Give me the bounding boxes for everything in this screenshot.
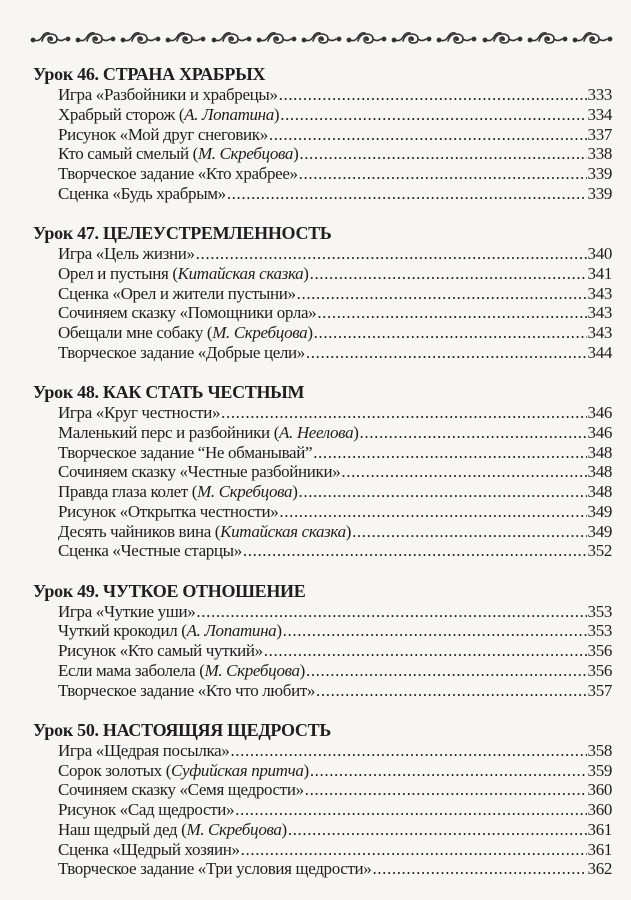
page-number: 338: [587, 144, 612, 164]
entry-text: Чуткий крокодил: [58, 621, 178, 641]
page-number: 353: [587, 601, 612, 621]
entry-title: Наш щедрый дед (М. Скребцова): [58, 819, 287, 839]
page-number: 339: [587, 183, 612, 203]
toc-entry: [58, 681, 612, 701]
page-number: 340: [587, 244, 612, 263]
toc-entry: [58, 462, 612, 482]
dot-leader: [235, 800, 586, 820]
entry-text: Рисунок «Мой друг снеговик»: [58, 124, 268, 144]
entry-author: М. Скребцова: [204, 660, 300, 680]
entry-title: [58, 780, 304, 800]
entry-text: Игра «Цель жизни»: [58, 244, 195, 263]
entry-text: Рисунок «Сад щедрости»: [58, 800, 235, 819]
entry-title: Кто самый смелый (М. Скребцова): [58, 144, 299, 164]
dot-leader: [279, 85, 587, 105]
page-number: 343: [587, 323, 612, 342]
entry-text: Игра «Круг честности»: [58, 403, 221, 422]
toc-entry: [58, 840, 612, 860]
dot-leader: [313, 443, 586, 463]
entry-title: Маленький перс и разбойники (А. Неелова): [58, 422, 359, 442]
toc-entry: [58, 602, 612, 622]
toc-entry: [58, 284, 612, 304]
toc-entry: [58, 800, 612, 820]
dot-leader: [227, 184, 587, 204]
entry-title: [58, 681, 315, 701]
entry-title: [58, 164, 298, 184]
page-number: 358: [587, 740, 612, 760]
toc-entry: [58, 761, 612, 781]
page-number: 349: [587, 521, 612, 541]
toc-entry: [58, 105, 612, 125]
dot-leader: [360, 423, 587, 443]
toc-entry: [58, 264, 612, 284]
entry-text: Рисунок «Кто самый чуткий»: [58, 641, 263, 660]
page-number: 356: [587, 641, 612, 660]
page-number: 361: [587, 819, 612, 839]
lesson-heading: Урок 47. ЦЕЛЕУСТРЕМЛЕННОСТЬ: [33, 223, 332, 243]
entry-title: Чуткий крокодил (А. Лопатина): [58, 621, 282, 641]
toc-entry: [58, 502, 612, 522]
page-number: 339: [587, 164, 612, 183]
dot-leader: [314, 323, 587, 343]
toc-section: [33, 381, 612, 561]
entry-text: Обещали мне собаку: [58, 323, 203, 342]
page-number: 361: [587, 839, 612, 859]
entry-text: Правда глаза колет: [58, 482, 188, 501]
toc-entry: [58, 144, 612, 164]
entry-title: [58, 840, 240, 860]
page-number: 343: [587, 303, 612, 323]
entry-title: Обещали мне собаку (М. Скребцова): [58, 323, 313, 342]
page-number: 348: [587, 482, 612, 501]
dot-leader: [196, 602, 586, 622]
entry-title: [58, 125, 268, 145]
entry-title: Сорок золотых (Суфийская притча): [58, 760, 309, 780]
toc-entry: [58, 661, 612, 681]
entry-title: Если мама заболела (М. Скребцова): [58, 660, 305, 680]
entry-text: Сценка «Будь храбрым»: [58, 183, 226, 203]
page-number: 362: [587, 859, 612, 879]
entry-title: Храбрый сторож (А. Лопатина): [58, 104, 280, 124]
entry-title: [58, 343, 305, 363]
entry-text: Сочиняем сказку «Честные разбойники»: [58, 462, 341, 482]
entry-title: [58, 85, 278, 105]
entry-text: Наш щедрый дед: [58, 819, 178, 839]
page-number: 344: [587, 342, 612, 362]
entry-text: Творческое задание «Три условия щедрости»: [58, 859, 372, 879]
entry-text: Творческое задание «Кто храбрее»: [58, 164, 298, 183]
page-number: 348: [587, 442, 612, 462]
dot-leader: [299, 164, 587, 184]
entry-text: Сценка «Щедрый хозяин»: [58, 839, 240, 859]
dot-leader: [372, 859, 586, 879]
dot-leader: [305, 780, 587, 800]
entry-text: Десять чайников вина: [58, 521, 211, 541]
entry-title: [58, 184, 226, 204]
page-number: 348: [587, 462, 612, 482]
dot-leader: [299, 144, 586, 164]
entry-text: Сценка «Орел и жители пустыни»: [58, 283, 296, 303]
entry-text: Маленький перс и разбойники: [58, 422, 270, 442]
page-number: 359: [587, 760, 612, 780]
entry-title: [58, 462, 340, 482]
entry-text: Рисунок «Открытка честности»: [58, 501, 279, 521]
decorative-ornament-border: [30, 29, 614, 47]
toc-section: [33, 63, 612, 204]
dot-leader: [221, 403, 586, 423]
entry-title: Правда глаза колет (М. Скребцова): [58, 482, 298, 501]
dot-leader: [283, 621, 587, 641]
scroll-flourish-icon: [211, 29, 253, 47]
entry-title: [58, 502, 278, 522]
toc-entry: [58, 859, 612, 879]
entry-text: Если мама заболела: [58, 660, 196, 680]
toc-entry: [58, 323, 612, 343]
entry-title: [58, 303, 316, 323]
entry-author: Китайская сказка: [220, 521, 346, 541]
entry-title: [58, 741, 229, 761]
toc-entry: [58, 244, 612, 264]
entry-title: [58, 641, 263, 661]
scroll-flourish-icon: [346, 29, 388, 47]
dot-leader: [310, 264, 587, 284]
dot-leader: [279, 502, 586, 522]
entry-text: Творческое задание «Кто что любит»: [58, 680, 316, 700]
dot-leader: [317, 303, 586, 323]
dot-leader: [352, 522, 586, 542]
entry-author: М. Скребцова: [186, 819, 282, 839]
toc-section: [33, 222, 612, 363]
page-number: 356: [587, 660, 612, 680]
scroll-flourish-icon: [30, 29, 72, 47]
page-number: 346: [587, 403, 612, 422]
entry-title: [58, 443, 312, 463]
scroll-flourish-icon: [301, 29, 343, 47]
entry-title: [58, 284, 296, 304]
toc-entry: [58, 85, 612, 105]
dot-leader: [310, 761, 587, 781]
dot-leader: [196, 244, 587, 264]
entry-author: Китайская сказка: [177, 263, 304, 283]
entry-text: Творческое задание “Не обманывай”: [58, 442, 313, 462]
entry-author: М. Скребцова: [212, 323, 308, 342]
entry-text: Орел и пустыня: [58, 263, 169, 283]
toc-entry: [58, 482, 612, 502]
dot-leader: [264, 641, 587, 661]
dot-leader: [241, 840, 587, 860]
entry-author: А. Лопатина: [186, 621, 277, 641]
scroll-flourish-icon: [527, 29, 569, 47]
entry-text: Сочиняем сказку «Семя щедрости»: [58, 780, 304, 800]
entry-text: Кто самый смелый: [58, 144, 189, 164]
dot-leader: [243, 541, 587, 561]
scroll-flourish-icon: [256, 29, 298, 47]
entry-text: Игра «Чуткие уши»: [58, 601, 196, 621]
dot-leader: [306, 661, 587, 681]
page-number: 353: [587, 621, 612, 641]
scroll-flourish-icon: [391, 29, 433, 47]
table-of-contents: [33, 63, 612, 898]
entry-author: М. Скребцова: [197, 482, 293, 501]
toc-entry: [58, 125, 612, 145]
toc-entry: [58, 443, 612, 463]
dot-leader: [341, 462, 586, 482]
entry-text: Сорок золотых: [58, 760, 162, 780]
entry-text: Сценка «Честные старцы»: [58, 541, 242, 561]
entry-author: М. Скребцова: [197, 144, 294, 164]
scroll-flourish-icon: [165, 29, 207, 47]
page-number: 360: [587, 780, 612, 800]
dot-leader: [288, 820, 587, 840]
page-number: 334: [587, 104, 612, 124]
entry-author: А. Лопатина: [184, 104, 274, 124]
dot-leader: [297, 284, 587, 304]
toc-entry: [58, 343, 612, 363]
page-number: 360: [587, 800, 612, 819]
entry-title: [58, 602, 195, 622]
lesson-heading: Урок 49. ЧУТКОЕ ОТНОШЕНИЕ: [33, 580, 306, 601]
toc-entry: [58, 741, 612, 761]
toc-entry: [58, 621, 612, 641]
toc-entry: [58, 820, 612, 840]
lesson-heading: Урок 46. СТРАНА ХРАБРЫХ: [33, 64, 266, 84]
lesson-heading: Урок 50. НАСТОЯЩЯЯ ЩЕДРОСТЬ: [33, 719, 331, 740]
page-number: 333: [587, 85, 612, 104]
page-number: 349: [587, 501, 612, 521]
entry-title: [58, 244, 195, 264]
page-number: 341: [587, 263, 612, 283]
page-number: 352: [587, 541, 612, 561]
entry-title: [58, 800, 234, 820]
scroll-flourish-icon: [436, 29, 478, 47]
entry-text: Сочиняем сказку «Помощники орла»: [58, 303, 317, 323]
entry-title: Орел и пустыня (Китайская сказка): [58, 263, 309, 283]
entry-text: Игра «Щедрая посылка»: [58, 740, 230, 760]
toc-entry: [58, 303, 612, 323]
toc-entry: [58, 403, 612, 423]
dot-leader: [299, 482, 587, 502]
toc-entry: [58, 164, 612, 184]
scroll-flourish-icon: [572, 29, 614, 47]
entry-title: [58, 403, 220, 423]
dot-leader: [230, 741, 586, 761]
scroll-flourish-icon: [75, 29, 117, 47]
dot-leader: [280, 105, 586, 125]
toc-entry: [58, 423, 612, 443]
page-number: 357: [587, 680, 612, 700]
toc-entry: [58, 522, 612, 542]
dot-leader: [316, 681, 587, 701]
page-number: 346: [587, 422, 612, 442]
entry-title: [58, 859, 371, 879]
toc-entry: [58, 541, 612, 561]
scroll-flourish-icon: [120, 29, 162, 47]
entry-text: Храбрый сторож: [58, 104, 175, 124]
toc-entry: [58, 184, 612, 204]
lesson-heading: Урок 48. КАК СТАТЬ ЧЕСТНЫМ: [33, 382, 305, 402]
toc-entry: [58, 780, 612, 800]
toc-entry: [58, 641, 612, 661]
entry-text: Игра «Разбойники и храбрецы»: [58, 85, 278, 104]
page-number: 337: [587, 124, 612, 144]
scroll-flourish-icon: [482, 29, 524, 47]
toc-section: [33, 580, 612, 701]
entry-title: Десять чайников вина (Китайская сказка): [58, 521, 352, 541]
dot-leader: [269, 125, 587, 145]
entry-text: Творческое задание «Добрые цели»: [58, 342, 305, 362]
toc-section: [33, 719, 612, 879]
entry-title: [58, 541, 242, 561]
entry-author: Суфийская притча: [171, 760, 304, 780]
page-number: 343: [587, 283, 612, 303]
dot-leader: [306, 343, 587, 363]
entry-author: А. Неелова: [279, 422, 354, 442]
